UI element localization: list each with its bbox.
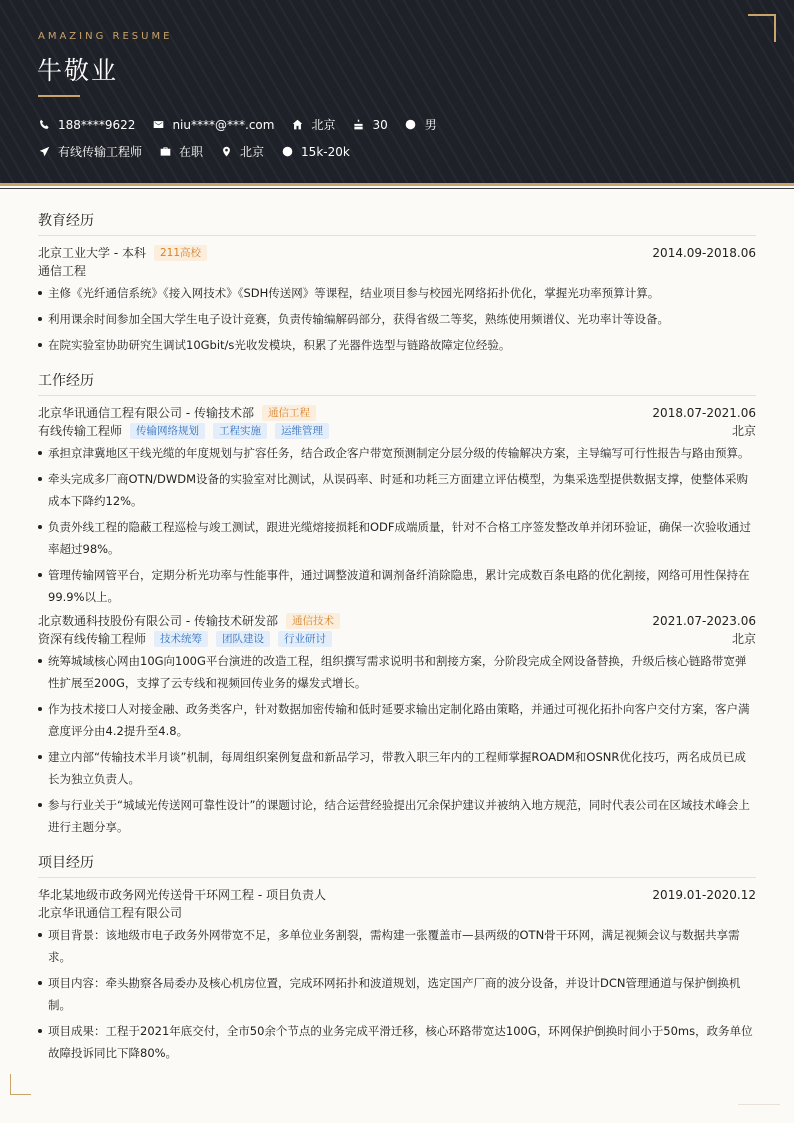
tagline: AMAZING RESUME	[38, 31, 173, 42]
education-major	[38, 262, 756, 280]
project-name: 华北某地级市政务网光传送骨干环网工程 - 项目负责人	[38, 888, 326, 902]
company-name: 北京数通科技股份有限公司 - 传输技术研发部	[38, 614, 278, 628]
list-item: 建立内部“传输技术半月谈”机制，每周组织案例复盘和新品学习，带教入职三年内的工程师掌握ROADM和OSNR优化技巧，两名成员已成长为独立负责人。	[38, 746, 756, 790]
job-city	[220, 143, 264, 160]
section-title: 工作经历	[38, 370, 756, 396]
section-title: 项目经历	[38, 852, 756, 878]
city-text: 北京	[240, 145, 265, 159]
mail-icon	[152, 119, 164, 131]
contact-phone	[38, 118, 135, 132]
corner-decoration	[10, 1074, 31, 1095]
contact-age	[352, 118, 387, 132]
work-city: 北京	[731, 632, 756, 646]
footer-line	[738, 1104, 780, 1105]
project-head	[38, 886, 756, 904]
list-item: 项目背景：该地级市电子政务外网带宽不足，多单位业务割裂，需构建一张覆盖市—县两级的OTN骨干环网，满足视频会议与数据共享需求。	[38, 924, 756, 968]
contact-email	[152, 118, 274, 132]
work-bullets	[38, 442, 756, 608]
phone-icon	[38, 119, 50, 131]
project-org-row	[38, 904, 756, 922]
education-bullets	[38, 282, 756, 356]
work-entry	[38, 612, 756, 838]
education-head	[38, 244, 756, 262]
name-underline	[38, 95, 80, 97]
industry-tag: 通信工程	[262, 405, 316, 421]
list-item: 管理传输网管平台，定期分析光功率与性能事件，通过调整波道和调剂备纤消除隐患，累计完成数百条电路的优化割接，网络可用性保持在99.9%以上。	[38, 564, 756, 608]
gender-icon	[405, 119, 417, 131]
corner-decoration	[748, 14, 776, 42]
school-name: 北京工业大学 - 本科	[38, 246, 146, 260]
contact-row	[38, 116, 454, 133]
list-item: 承担京津冀地区干线光缆的年度规划与扩容任务，结合政企客户带宽预测制定分层分级的传输解决方案，主导编写可行性报告与路由预算。	[38, 442, 756, 464]
list-item: 牵头完成多厂商OTN/DWDM设备的实验室对比测试，从误码率、时延和功耗三方面建立评估模型，为集采选型提供数据支撑，使整体采购成本下降约12%。	[38, 468, 756, 512]
status-text: 在职	[179, 145, 204, 159]
phone-text: 188****9622	[58, 117, 136, 132]
project-bullets	[38, 924, 756, 1064]
contact-home	[291, 116, 335, 133]
age-text: 30	[372, 117, 388, 132]
project-date: 2019.01-2020.12	[652, 888, 756, 902]
candidate-name: 牛敬业	[37, 56, 119, 85]
position-text: 有线传输工程师	[58, 145, 143, 159]
skill-tag: 技术统筹	[154, 631, 208, 647]
skill-tag: 工程实施	[213, 423, 267, 439]
list-item: 主修《光纤通信系统》《接入网技术》《SDH传送网》等课程，结业项目参与校园光网络拓扑优化，掌握光功率预算计算。	[38, 282, 756, 304]
list-item: 在院实验室协助研究生调试10Gbit/s光收发模块，积累了光器件选型与链路故障定位经验。	[38, 334, 756, 356]
major-text: 通信工程	[38, 264, 87, 278]
work-date: 2021.07-2023.06	[652, 614, 756, 628]
home-icon	[291, 119, 303, 131]
work-date: 2018.07-2021.06	[652, 406, 756, 420]
salary-text: 15k-20k	[301, 144, 350, 159]
project-section	[38, 852, 756, 1064]
work-section	[38, 370, 756, 838]
work-city: 北京	[731, 424, 756, 438]
section-title: 教育经历	[38, 210, 756, 236]
work-bullets	[38, 650, 756, 838]
home-text: 北京	[311, 118, 336, 132]
briefcase-icon	[159, 146, 171, 158]
skill-tag: 行业研讨	[278, 631, 332, 647]
email-text: niu****@***.com	[172, 117, 275, 132]
skill-tag: 传输网络规划	[130, 423, 205, 439]
list-item: 负责外线工程的隐蔽工程巡检与竣工测试，跟进光缆熔接损耗和ODF成端质量，针对不合格工序签发整改单并闭环验证，确保一次验收通过率超过98%。	[38, 516, 756, 560]
salary-icon	[281, 146, 293, 158]
send-icon	[38, 146, 50, 158]
education-date: 2014.09-2018.06	[652, 246, 756, 260]
position-title: 有线传输工程师	[38, 424, 123, 438]
gender-text: 男	[424, 118, 437, 132]
resume-header	[0, 0, 794, 186]
company-name: 北京华讯通信工程有限公司 - 传输技术部	[38, 406, 254, 420]
job-intent-row	[38, 143, 367, 160]
location-pin-icon	[220, 146, 232, 158]
job-position	[38, 143, 142, 160]
job-salary	[281, 145, 350, 159]
list-item: 利用课余时间参加全国大学生电子设计竞赛，负责传输编解码部分，获得省级二等奖，熟练使用频谱仪、光功率计等设备。	[38, 308, 756, 330]
skill-tag: 团队建设	[216, 631, 270, 647]
education-section	[38, 210, 756, 356]
school-tag: 211高校	[154, 245, 207, 261]
job-status	[159, 143, 203, 160]
list-item: 统筹城域核心网由10G向100G平台演进的改造工程，组织撰写需求说明书和割接方案，分阶段完成全网设备替换，升级后核心链路带宽弹性扩展至200G，支撑了云专线和视频回传业务的爆发式增长。	[38, 650, 756, 694]
resume-body	[38, 210, 756, 1078]
list-item: 项目内容：牵头勘察各局委办及核心机房位置，完成环网拓扑和波道规划，选定国产厂商的波分设备，并设计DCN管理通道与保护倒换机制。	[38, 972, 756, 1016]
list-item: 参与行业关于“城域光传送网可靠性设计”的课题讨论，结合运营经验提出冗余保护建议并被纳入地方规范，同时代表公司在区域技术峰会上进行主题分享。	[38, 794, 756, 838]
project-org: 北京华讯通信工程有限公司	[38, 906, 183, 920]
position-title: 资深有线传输工程师	[38, 632, 147, 646]
list-item: 项目成果：工程于2021年底交付，全市50余个节点的业务完成平滑迁移，核心环路带宽达100G，环网保护倒换时间小于50ms，政务单位故障投诉同比下降80%。	[38, 1020, 756, 1064]
work-entry	[38, 404, 756, 608]
contact-gender	[405, 116, 437, 133]
list-item: 作为技术接口人对接金融、政务类客户，针对数据加密传输和低时延要求输出定制化路由策略，并通过可视化拓扑向客户交付方案，客户满意度评分由4.2提升至4.8。	[38, 698, 756, 742]
industry-tag: 通信技术	[286, 613, 340, 629]
skill-tag: 运维管理	[275, 423, 329, 439]
cake-icon	[352, 119, 364, 131]
